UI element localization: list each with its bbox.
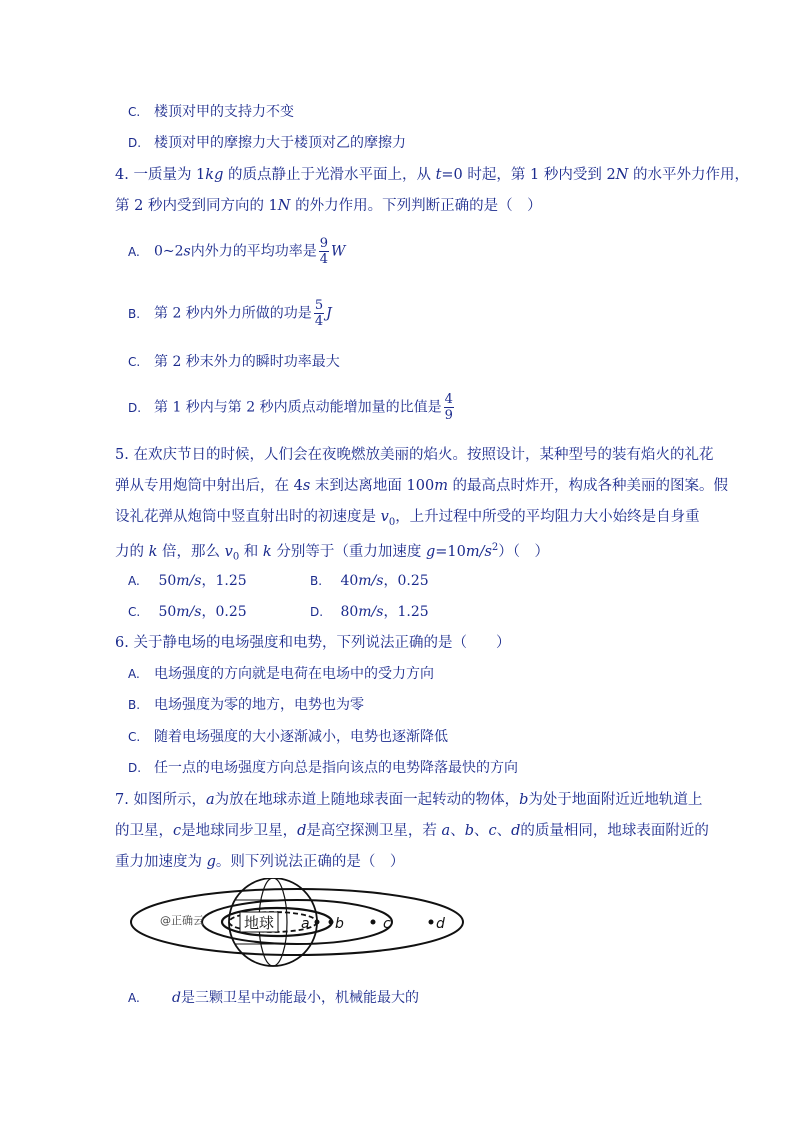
option-label: A. — [128, 991, 140, 1005]
watermark: @正确云 — [160, 914, 204, 927]
q4-option-a: A. 0~2s内外力的平均功率是 $\frac{9}{4}$ W — [128, 236, 346, 267]
point-b — [329, 920, 334, 925]
fraction: $\frac{5}{4}$ — [314, 298, 324, 329]
label-a: a — [301, 916, 310, 932]
fraction: $\frac{9}{4}$ — [319, 236, 329, 267]
label-d: d — [436, 916, 445, 932]
fraction: $\frac{4}{9}$ — [444, 392, 453, 423]
option-label: C. — [128, 355, 141, 369]
q5-stem-line3: 设礼花弹从炮筒中竖直射出时的初速度是 $v_0$，上升过程中所受的平均阻力大小始终是自身重 — [115, 509, 700, 528]
option-text: 楼顶对甲的支持力不变 — [154, 104, 294, 120]
q5-option-d: D. 80m/s，1.25 — [310, 604, 429, 620]
q6-option-c: C. 随着电场强度的大小逐渐减小，电势也逐渐降低 — [128, 729, 448, 745]
q4-option-c: C. 第 2 秒末外力的瞬时功率最大 — [128, 354, 340, 370]
q4-stem-line2: 第 2 秒内受到同方向的 1N 的外力作用。下列判断正确的是（ ） — [115, 198, 542, 214]
label-b: b — [335, 916, 344, 932]
orbit-c — [202, 900, 392, 944]
option-label: C. — [128, 730, 141, 744]
option-label: A. — [128, 244, 140, 259]
q5-option-b: B. 40m/s，0.25 — [310, 573, 429, 589]
option-label: B. — [310, 574, 323, 588]
q5-stem-line4: 力的 k 倍，那么 $v_0$ 和 k 分别等于（重力加速度 $g=10m/s^2$）（ ） — [115, 542, 550, 563]
q3-option-c — [128, 102, 294, 122]
option-label: B. — [128, 698, 141, 712]
option-label: D. — [128, 761, 142, 775]
option-text: 楼顶对甲的摩擦力大于楼顶对乙的摩擦力 — [154, 135, 406, 151]
q5-stem-line2: 弹从专用炮筒中射出后，在 4s 末到达离地面 100m 的最高点时炸开，构成各种美丽的图案。假 — [115, 478, 729, 494]
option-label: D. — [310, 605, 324, 619]
earth-label: 地球 — [243, 914, 275, 932]
q7-stem-line2: 的卫星，c是地球同步卫星，d是高空探测卫星，若 a、b、c、d的质量相同，地球表面附近的 — [115, 823, 709, 839]
option-label: D. — [128, 136, 142, 150]
q6-stem: 6. 关于静电场的电场强度和电势，下列说法正确的是（ ） — [115, 635, 511, 651]
q5-stem-line1: 5. 在欢庆节日的时候，人们会在夜晚燃放美丽的焰火。按照设计，某种型号的装有焰火的礼花 — [115, 447, 714, 463]
q4-stem-line1: 4. 一质量为 1kg 的质点静止于光滑水平面上，从 t=0 时起，第 1 秒内受到 2N 的水平外力作用， — [115, 167, 749, 183]
point-d — [429, 920, 434, 925]
option-label: A. — [128, 574, 140, 588]
q7-option-a: A. d是三颗卫星中动能最小，机械能最大的 — [128, 990, 419, 1006]
q6-option-a: A. 电场强度的方向就是电荷在电场中的受力方向 — [128, 666, 434, 682]
q3-option-d — [128, 133, 406, 153]
q6-option-d: D. 任一点的电场强度方向总是指向该点的电势降落最快的方向 — [128, 760, 518, 776]
label-c: c — [383, 916, 391, 932]
q5-option-a: A. 50m/s，1.25 — [128, 573, 247, 589]
option-label: C. — [128, 105, 141, 119]
option-label: D. — [128, 400, 142, 415]
orbit-diagram — [125, 878, 470, 973]
q4-option-d: D. 第 1 秒内与第 2 秒内质点动能增加量的比值是 $\frac{4}{9}$ — [128, 392, 453, 423]
option-label: B. — [128, 306, 141, 321]
q5-option-c: C. 50m/s，0.25 — [128, 604, 247, 620]
q6-option-b: B. 电场强度为零的地方，电势也为零 — [128, 697, 364, 713]
point-c — [371, 920, 376, 925]
option-label: A. — [128, 667, 140, 681]
q7-stem-line1: 7. 如图所示，a为放在地球赤道上随地球表面一起转动的物体，b为处于地面附近近地轨道上 — [115, 792, 703, 808]
option-label: C. — [128, 605, 141, 619]
point-a — [315, 920, 320, 925]
q4-option-b: B. 第 2 秒内外力所做的功是 $\frac{5}{4}$ J — [128, 298, 332, 329]
q7-stem-line3: 重力加速度为 g。则下列说法正确的是（ ） — [115, 854, 405, 870]
